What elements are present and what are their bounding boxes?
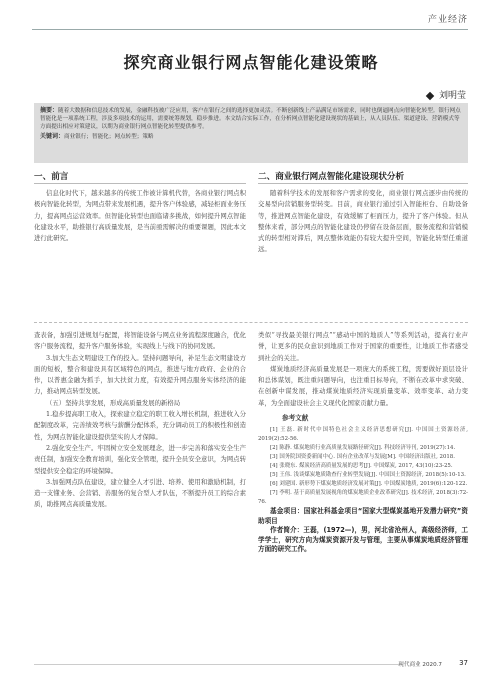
body-subheading: （五）坚持共享发展，形成高质量发展的新格局 (46, 398, 181, 407)
section-tag: 产业经济 (427, 15, 468, 25)
references-heading: 参考文献 (282, 414, 309, 423)
page-number: 37 (459, 659, 468, 667)
section-2-heading: 二、商业银行网点智能化建设现状分析 (258, 172, 405, 182)
body-paragraph: 3.加强网点队伍建设，建立健全人才引进、培养、使用和激励机制，打造一支懂业务、会营销、善服务的复合型人才队伍，不断提升员工的综合素质，助推网点高质量发展。 (34, 477, 246, 509)
section-divider (34, 322, 468, 323)
abstract-label: 摘要： (40, 107, 59, 114)
body-paragraph: 3.加大生态文明建设工作的投入。坚持问题导向，补足生态文明建设方面的短板，整合和建设具有区域特色的网点，推进与地方政府、企业的合作，以普惠金融为抓手，加大扶贫力度，有效提升网点服务实体经济的能力，推动网点转型发展。 (34, 353, 246, 396)
body-left-column (34, 330, 246, 652)
journal-name: 现代商业 2020.7 (398, 662, 442, 668)
reference-item: [2] 陈静. 煤炭地质行业高质量发展路径研究[J]. 科技经济导刊, 2019(27):14. (270, 445, 456, 452)
page-footer (0, 658, 502, 670)
body-right-column (258, 330, 468, 652)
article-title: 探究商业银行网点智能化建设策略 (123, 53, 379, 72)
keywords (40, 133, 462, 141)
body-paragraph: 1.稳步提高职工收入，探索建立稳定的职工收入增长机制，推进收入分配制度改革，完善绩效考核与薪酬分配体系，充分调动员工的积极性和创造性，为网点智能化建设提供坚实的人才保障。 (34, 410, 246, 441)
section-1-heading: 一、前言 (34, 172, 69, 182)
author-line (427, 88, 466, 101)
footer-rule (34, 664, 402, 665)
diamond-icon (426, 91, 434, 99)
body-paragraph: 查表备，加强引进规划与配置，将智能设备与网点业务流程深度融合，优化客户服务流程，提升客户服务体验，实现线上与线下的协同发展。 (34, 331, 246, 351)
section-2-body (258, 188, 468, 318)
author-bio: 作者简介：王磊，(1972—)，男，河北省沧州人，高级经济师，工学学士，研究方向为煤炭资源开发与管理，主要从事煤炭地质经济管理方面的研究工作。 (258, 526, 468, 554)
reference-item: [5] 王伟. 浅谈煤炭地质勘查行业转型发展[J]. 中国国土资源经济, 2018(5):10-13. (270, 472, 466, 479)
reference-item: [1] 王磊. 新时代中国特色社会主义经济思想研究[J]. 中国国土资源经济, 2019(2):52-56. (258, 427, 468, 443)
keywords-text: 商业银行；智能化；网点转型；策略 (64, 133, 154, 140)
abstract-text: 随着大数据和信息技术的发展，金融科技被广泛应用，客户在银行之间的选择更加灵活。不断创新线上产品满足市场需求，同时也倒逼网点向智能化转型。银行网点智能化是一项系统工程，涉及多项技术的运用，需要统筹规划，稳步推进。本文结合实际工作，在分析网点智能化建设现状的基础上，从人员队伍、渠道建设、营销模式等方面提出相应对策建议，以期为商业银行网点智能化转型提供参考。 (40, 108, 461, 131)
abstract-box (34, 103, 468, 163)
section-2-paragraph: 随着科学技术的发展和客户需求的变化，商业银行网点逐步由传统的交易型向营销服务型转变。目前，商业银行通过引入智能柜台、自助设备等，推进网点智能化建设，有效缓解了柜面压力，提升了客户体验。但从整体来看，部分网点的智能化建设仍停留在设备层面，服务流程和营销模式的转型相对滞后，网点整体效能仍有较大提升空间，智能化转型任重道远。 (258, 189, 468, 254)
page-header (0, 0, 502, 26)
reference-item: [3] 国务院国资委新闻中心. 国有企业改革与发展[M]. 中国经济出版社, 2018. (270, 454, 455, 461)
reference-item: [4] 张晓东. 煤炭经济高质量发展的思考[J]. 中国煤炭, 2017, 43(10):23-25. (270, 463, 453, 470)
reference-item: [7] 李明. 基于高质量发展视角的煤炭地质企业改革研究[J]. 技术经济, 2018(3):72-76. (258, 490, 468, 506)
section-1-body (34, 188, 246, 318)
reference-item: [6] 刘建国. 新形势下煤炭地质经济发展对策[J]. 中国煤炭地质, 2019(6):120-122. (270, 481, 468, 488)
section-1-paragraph: 信息化时代下，越来越多的传统工作被计算机代替，各商业银行网点积极向智能化转型，为网点带来发展机遇，提升客户体验感，减轻柜面业务压力，提高网点运营效率。但智能化转型也面临诸多挑战，如何提升网点智能化建设水平，助推银行高质量发展，是当前亟需解决的重要课题，因此本文进行此研究。 (34, 189, 246, 243)
header-rule (32, 29, 468, 30)
keywords-label: 关键词： (40, 132, 65, 140)
section-2-rule (258, 183, 468, 184)
body-paragraph: 2.强化安全生产。牢固树立安全发展理念，进一步完善和落实安全生产责任制，加强安全教育培训，强化安全管理，提升全员安全意识，为网点转型提供安全稳定的环境保障。 (34, 443, 246, 475)
section-1-rule (34, 183, 246, 184)
body-paragraph: 类似“寻找最美银行网点”“感动中国的地质人”等系列活动，提高行业声誉，让更多的民众意识到地质工作对于国家的重要性，让地质工作者感受到社会的关注。 (258, 331, 468, 362)
fund-project: 基金项目：国家社科基金项目“国家大型煤炭基地开发潜力研究”资助项目 (258, 507, 468, 525)
body-paragraph: 煤炭地质经济高质量发展是一项庞大的系统工程，需要做好顶层设计和总体谋划，既注重问题导向，也注重目标导向，不断在改革中求突破、在创新中谋发展，推动煤炭地质经济实现质量变革、效率变革、动力变革，为全面建设社会主义现代化国家贡献力量。 (258, 364, 468, 407)
abstract (40, 107, 462, 132)
author-name: 刘明莹 (438, 91, 466, 101)
